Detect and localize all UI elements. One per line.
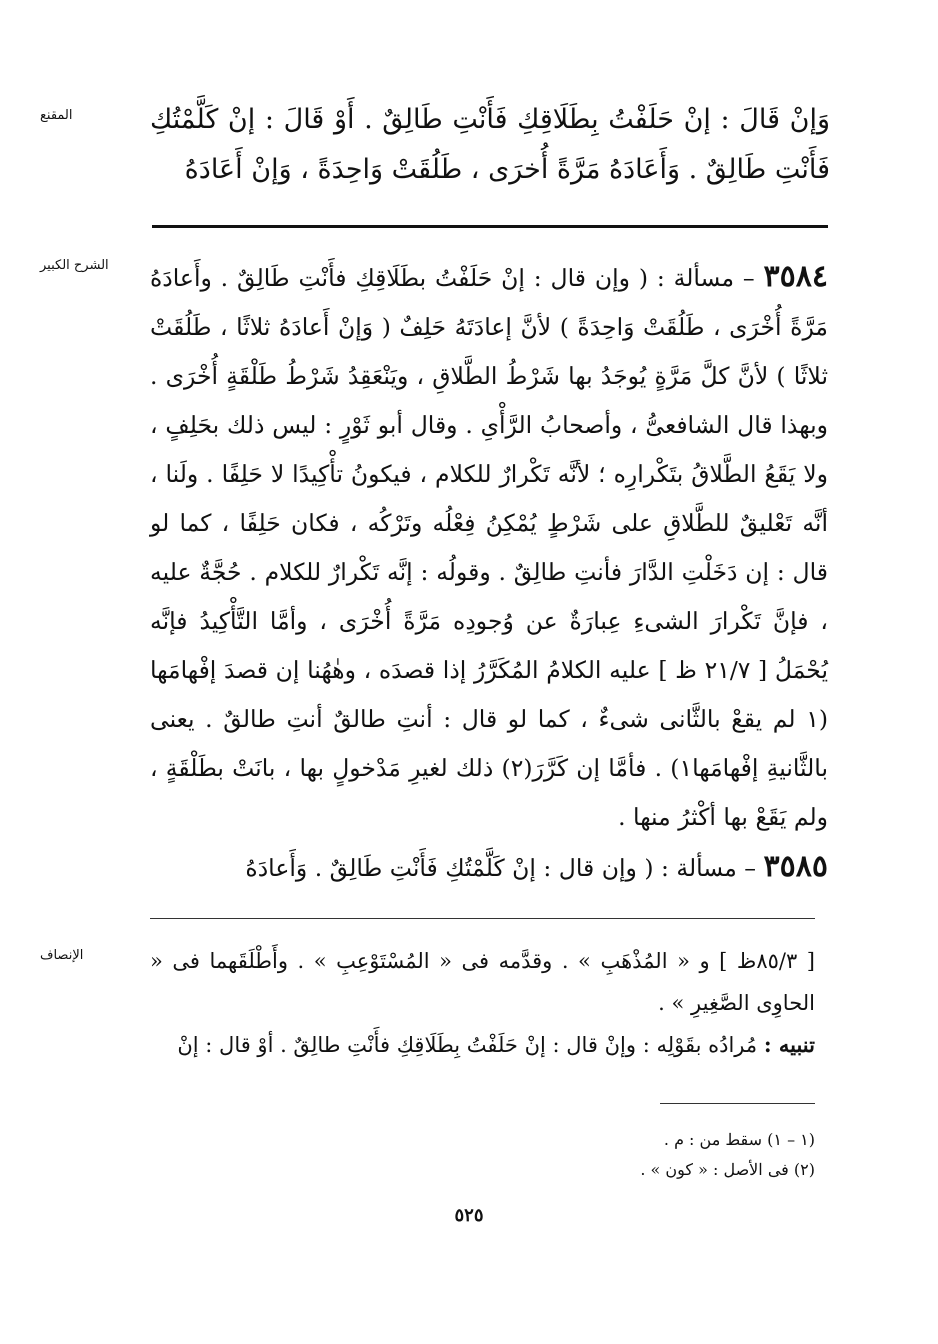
footnote-divider — [660, 1103, 815, 1104]
footnote-1: (١ – ١) سقط من : م . — [663, 1130, 815, 1149]
muqni-label: المقنع — [40, 108, 73, 123]
sharh-text: ذلك لغيرِ مَدْخولٍ بها ، بانَتْ بطَلْقَةٍ ، ولم يَقَعْ بها أكْثرُ منها . — [150, 754, 828, 831]
sharh-text: . فأمَّا إن كَرَّرَ — [532, 754, 663, 782]
insaf-tanbih — [150, 1024, 815, 1066]
sharh-text: لم يقعْ بالثَّانى شىءٌ ، كما لو قال : أنتِ طالقٌ أنتِ طالقٌ . يعنى بالثَّانيةِ إفْهامَها — [150, 705, 828, 782]
section-divider — [152, 225, 828, 228]
page-number: ٥٢٥ — [454, 1205, 484, 1226]
muqni-text: وَإنْ قَالَ : إنْ حَلَفْتُ بِطَلَاقِكِ فَأَنْتِ طَالِقٌ . أَوْ قَالَ : إنْ كَلَّمْتُكِ فَأَنْتِ طَالِقٌ . وَأَعَادَهُ مَرَّةً أُخرَى ، طَلُقَتْ وَاحِدَةً ، وَإنْ أَعَادَهُ — [150, 104, 830, 185]
manuscript-ref: [ ٢١/٧ ظ ] — [658, 656, 768, 684]
issue-number: ٣٥٨٥ — [763, 849, 828, 884]
insaf-text-block — [150, 940, 815, 1066]
sharh-text: – مسألة : ( وإن قال : إنْ حَلَفْتُ بطَلَاقِكِ فأَنْتِ طَالِقٌ . وأَعادَهُ مَرَّةً أُخْرَى ، طَلُقَتْ وَاحِدَةً ) لأنَّ إعادَتَهُ حَلِفٌ ( وَإنْ أَعادَهُ ثلاثًا ، طَلُقَتْ ثلاثًا ) لأنَّ كلَّ مَرَّةٍ يُوجَدُ بها شَرْطُ الطَّلاقِ ، ويَنْعَقِدُ شَرْطُ طَلْقَةٍ أُخْرَى . وبهذا قال الشافعىُّ ، وأصحابُ الرَّأْىِ . وقال أبو ثَوْرٍ : ليس ذلك بحَلِفٍ ، ولا يَقَعُ الطَّلاقُ بتَكْرارِه ؛ لأنَّه تَكْرارٌ للكلام ، فيكونُ تأْكِيدًا لا حَلِفًا . ولَنا ، أنَّه تَعْليقٌ للطَّلاقِ على شَرْطٍ يُمْكِنُ فِعْلُه وتَرْكُه ، فكان حَلِفًا ، كما لو قال : إن دَخَلْتِ الدَّارَ فأنتِ طالِقٌ . وقولُه : إنَّه تَكْرارٌ للكلام . حُجَّةٌ عليه ، فإنَّ تَكْرارَ الشىءِ عِبارَةٌ عن وُجودِه مَرَّةً أُخْرَى ، وأمَّا التَّأْكِيدُ فإنَّه يُحْمَلُ — [150, 264, 828, 684]
sharh-paragraph-3584 — [150, 252, 828, 842]
sharh-label: الشرح الكبير — [40, 258, 109, 273]
footnote-marker: (٢) — [501, 754, 533, 782]
sharh-text: – مسألة : ( وإن قال : إنْ كَلَّمْتُكِ فَأَنْتِ طَالِقٌ . وَأَعادَهُ — [245, 854, 757, 882]
insaf-line: [ ٨٥/٣ظ ] و « المُذْهَبِ » . وقدَّمه فى « المُسْتَوْعِبِ » . وأَطْلَقَهما فى « الحاوِى الصَّغِيرِ » . — [150, 949, 815, 1015]
footnote-2: (٢) فى الأصل : « كون » . — [640, 1160, 815, 1179]
footnote-marker: ١) — [670, 754, 693, 782]
tanbih-text: مُرادُه بقَوْلِه : وإنْ قال : إنْ حَلَفْتُ بِطَلَاقِكِ فأَنْتِ طالِقٌ . أوْ قال : إنْ — [177, 1033, 758, 1057]
footnotes — [300, 1125, 815, 1185]
sharh-text: عليه الكلامُ المُكَرَّرُ إذا قصدَه ، وهٰهُنا إن قصدَ إفْهامَها — [150, 656, 651, 684]
insaf-divider — [150, 918, 815, 919]
issue-number: ٣٥٨٤ — [763, 259, 828, 294]
insaf-label: الإنصاف — [40, 948, 84, 963]
footnote-marker: (١ — [806, 705, 828, 733]
sharh-paragraph-3585 — [150, 842, 828, 893]
muqni-text-block — [150, 95, 830, 195]
tanbih-label: تنبيه : — [763, 1032, 815, 1057]
sharh-text-block — [150, 252, 828, 893]
